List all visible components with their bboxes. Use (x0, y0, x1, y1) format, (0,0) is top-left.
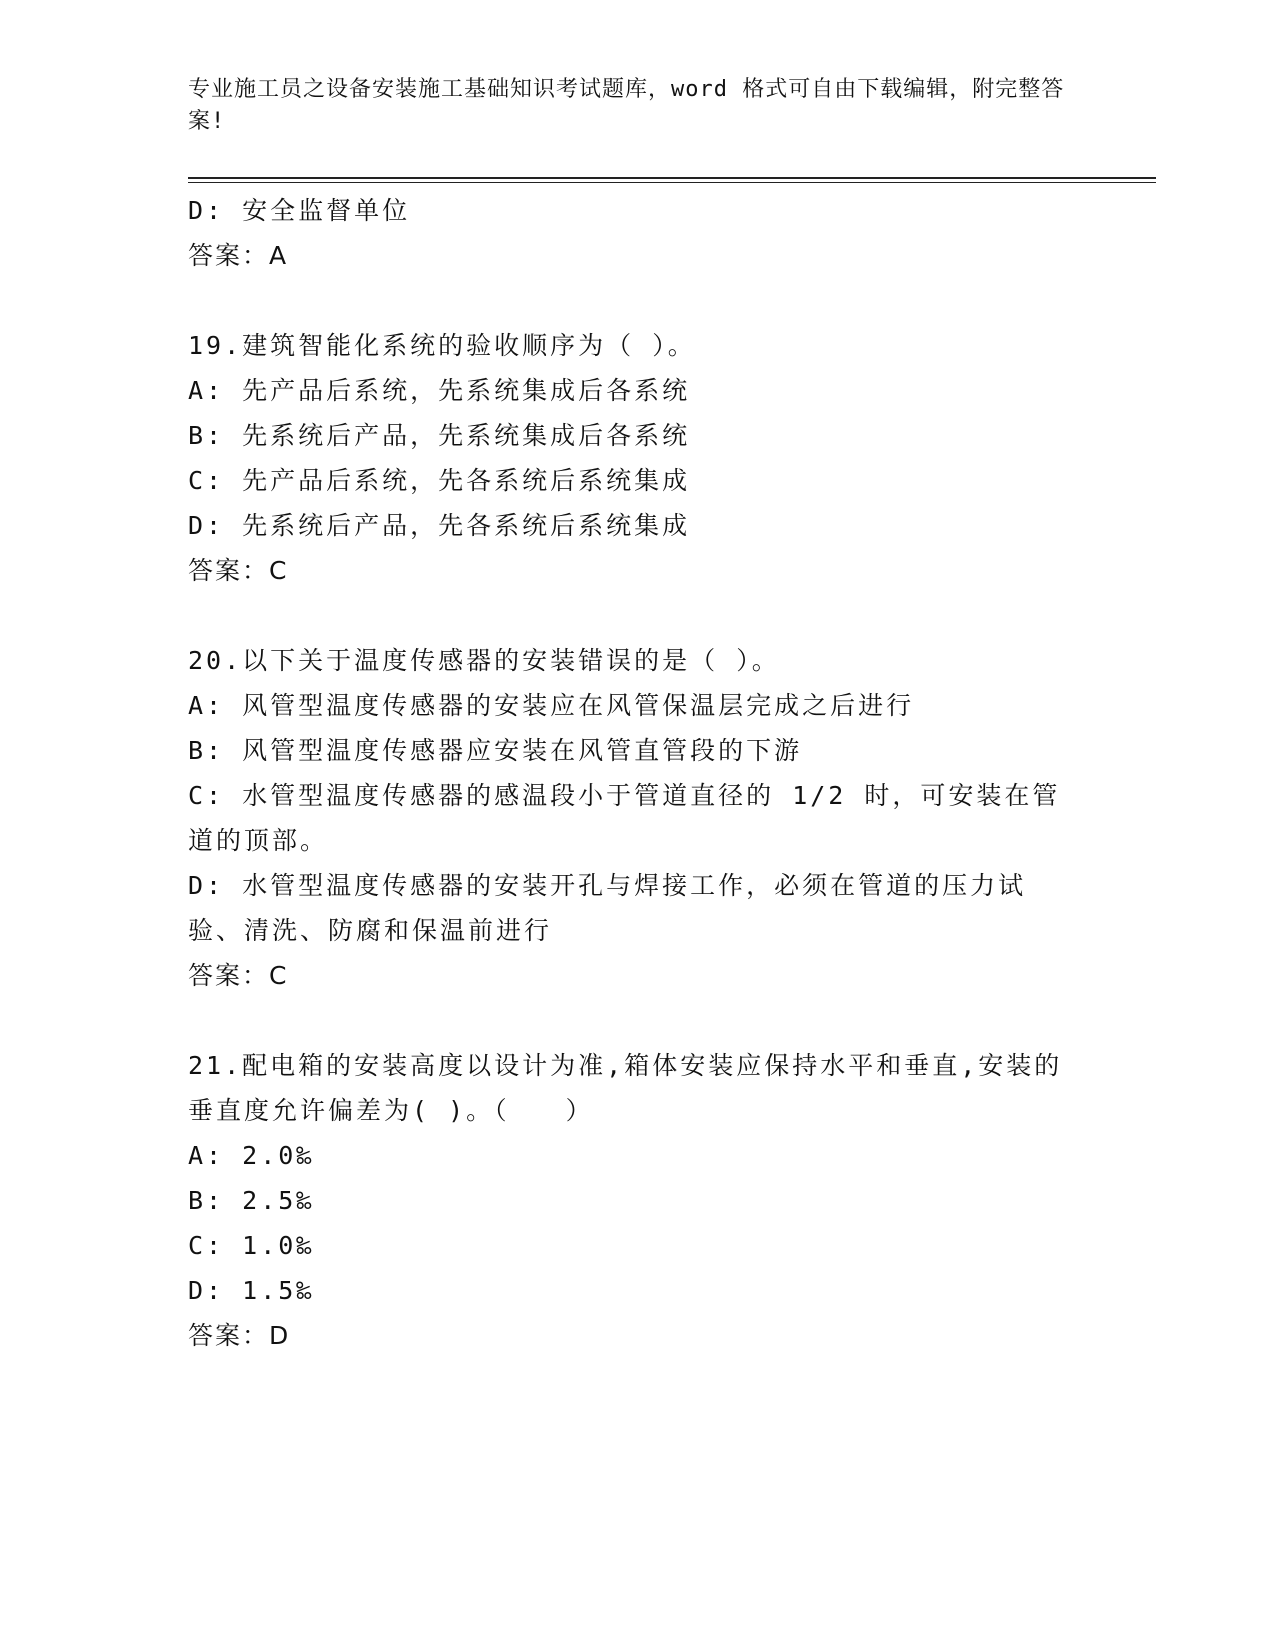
option-a: A: 风管型温度传感器的安装应在风管保温层完成之后进行 (188, 691, 915, 720)
document-header (188, 74, 1068, 138)
option-d: D: 先系统后产品，先各系统后系统集成 (188, 511, 691, 540)
option-c: C: 先产品后系统，先各系统后系统集成 (188, 466, 691, 495)
answer-line: 答案：C (188, 961, 289, 990)
header-divider-thin (188, 182, 1156, 183)
option-c: C: 水管型温度传感器的感温段小于管道直径的 1/2 时，可安装在管道的顶部。 (188, 781, 1061, 855)
question-21 (188, 1043, 1088, 1358)
header-divider-thick (188, 177, 1156, 179)
answer-line: 答案：A (188, 241, 289, 270)
question-20 (188, 638, 1088, 998)
answer-line: 答案：D (188, 1321, 291, 1350)
option-a: A: 2.0‰ (188, 1141, 315, 1170)
option-d: D: 1.5‰ (188, 1276, 315, 1305)
option-b: B: 先系统后产品，先系统集成后各系统 (188, 421, 691, 450)
option-a: A: 先产品后系统，先系统集成后各系统 (188, 376, 691, 405)
question-list (188, 188, 1088, 1358)
option-c: C: 1.0‰ (188, 1231, 315, 1260)
option-b: B: 2.5‰ (188, 1186, 315, 1215)
header-text: 专业施工员之设备安装施工基础知识考试题库，word 格式可自由下载编辑，附完整答案! (188, 77, 1065, 134)
option-d: D: 水管型温度传感器的安装开孔与焊接工作，必须在管道的压力试验、清洗、防腐和保温前进行 (188, 871, 1027, 945)
answer-line: 答案：C (188, 556, 289, 585)
question-19 (188, 323, 1088, 593)
option-b: B: 风管型温度传感器应安装在风管直管段的下游 (188, 736, 803, 765)
question-stem: 19.建筑智能化系统的验收顺序为（ ）。 (188, 331, 696, 360)
question-stem: 21.配电箱的安装高度以设计为准,箱体安装应保持水平和垂直,安装的垂直度允许偏差为( )。（ ） (188, 1051, 1063, 1125)
option-d: D: 安全监督单位 (188, 196, 411, 225)
question-stem: 20.以下关于温度传感器的安装错误的是（ ）。 (188, 646, 780, 675)
question-18-tail (188, 188, 1088, 278)
